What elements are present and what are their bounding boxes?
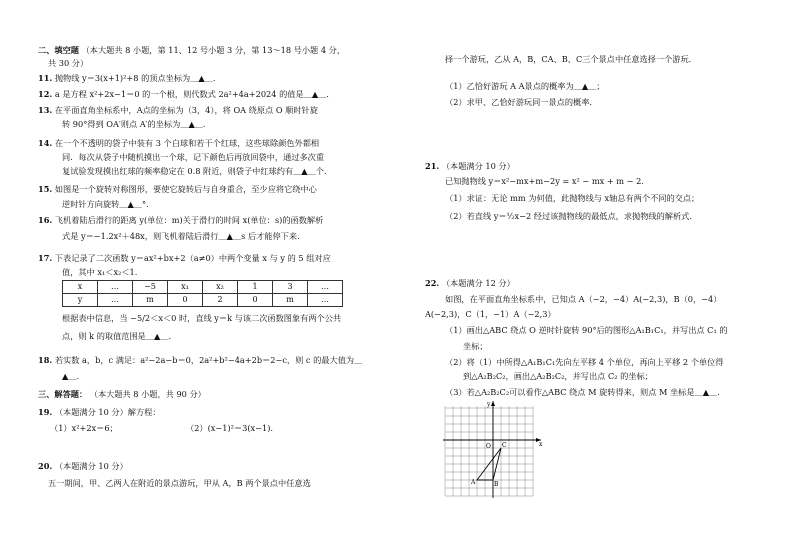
table-row — [63, 294, 343, 307]
y-axis-arrow — [491, 401, 495, 406]
question-19-part1: （1）x²+2x＝6； — [50, 423, 118, 433]
table-cell: 3 — [273, 281, 308, 294]
question-number: 19. — [38, 407, 53, 417]
question-text: 如图是一个旋转对称图形，要使它旋转后与自身重合，至少应将它绕中心 — [54, 184, 317, 194]
table-cell: … — [98, 294, 133, 307]
question-22-text-cont: A(−2,3)，C（1，−1）A（−2,3） — [425, 309, 556, 319]
question-15-cont: 逆时针方向旋转＿▲＿°. — [62, 199, 149, 209]
section-2-header — [38, 44, 345, 56]
question-text: 下表记录了二次函数 y＝ax²+bx+2（a≠0）中两个变量 x 与 y 的 5 组对应 — [54, 253, 331, 263]
table-row — [63, 281, 343, 294]
table-cell: 0 — [238, 294, 273, 307]
question-text: 在平面直角坐标系中，A点的坐标为（3，4），将 OA 绕原点 O 顺时针旋 — [54, 105, 318, 115]
section-3-header — [38, 388, 206, 400]
question-20-part2: （2）求甲、乙恰好游玩同一景点的概率. — [445, 97, 592, 107]
question-12 — [38, 88, 329, 100]
value-table — [62, 280, 343, 307]
table-cell: 2 — [203, 294, 238, 307]
question-number: 17. — [38, 253, 53, 263]
table-cell: … — [308, 281, 343, 294]
question-22-part3: （3）若△A₂B₂C₂可以看作△ABC 绕点 M 旋转得来，则点 M 坐标是＿▲＿. — [445, 387, 720, 397]
question-17-cont: 点，则 k 的取值范围是＿▲＿. — [62, 331, 172, 341]
question-number: 22. — [425, 278, 440, 288]
section-2-title: 二、填空题 — [38, 45, 79, 55]
question-13 — [38, 104, 318, 116]
table-cell: … — [308, 294, 343, 307]
question-number: 13. — [38, 105, 53, 115]
question-number: 14. — [38, 138, 53, 148]
point-c-label: C — [502, 442, 507, 449]
table-cell: −5 — [133, 281, 168, 294]
question-17-cont: 值，其中 x₁＜x₂＜1. — [62, 267, 138, 277]
question-22-part1-cont: 坐标； — [463, 341, 488, 351]
question-text: （本题满分 10 分）解方程： — [54, 407, 161, 417]
coordinate-grid-figure — [441, 400, 545, 500]
question-20-text: 五一期间，甲、乙两人在附近的景点游玩，甲从 A，B 两个景点中任意选 — [48, 478, 311, 488]
question-text: 抛物线 y＝3(x+1)²+8 的顶点坐标为＿▲＿. — [54, 73, 216, 83]
origin-label: O — [486, 443, 491, 450]
question-15 — [38, 183, 317, 195]
question-20-cont: 择一个游玩，乙从 A，B，CA、B、C三个景点中任意选择一个游玩. — [445, 54, 692, 64]
table-cell: x₂ — [203, 281, 238, 294]
point-b-label: B — [494, 481, 499, 488]
question-number: 11. — [38, 73, 53, 83]
question-22-part2-cont: 到△A₂B₂C₂，画出△A₂B₂C₂，并写出点 C₂ 的坐标； — [463, 371, 653, 381]
question-22 — [425, 277, 515, 289]
table-cell: x — [63, 281, 98, 294]
table-cell: 1 — [238, 281, 273, 294]
question-number: 15. — [38, 184, 53, 194]
section-3-title: 三、解答题： — [38, 389, 88, 399]
question-19 — [38, 406, 161, 418]
question-text: （本题满分 10 分） — [54, 461, 128, 471]
question-19-part2: （2）(x−1)²＝3(x−1). — [186, 423, 274, 433]
table-cell: 0 — [168, 294, 203, 307]
question-21-part1: （1）求证：无论 mm 为何值，此抛物线与 x轴总有两个不同的交点； — [445, 193, 700, 203]
section-2-desc-cont: 共 30 分） — [48, 58, 89, 68]
question-21-text: 已知抛物线 y＝x²−mx+m−2y = x² − mx + m − 2. — [445, 176, 644, 186]
question-14 — [38, 137, 319, 149]
question-number: 12. — [38, 89, 53, 99]
question-text: 飞机着陆后滑行的距离 y(单位：m)关于滑行的时间 x(单位：s)的函数解析 — [54, 215, 324, 225]
question-20-part1: （1）乙恰好游玩 A A景点的概率为＿▲＿； — [445, 81, 605, 91]
question-20 — [38, 460, 128, 472]
question-text: 在一个不透明的袋子中装有 3 个白球和若干个红球，这些球除颜色外都相 — [54, 138, 320, 148]
table-cell: m — [273, 294, 308, 307]
question-17-cont: 根据表中信息，当 −5/2＜x＜0 时，直线 y＝k 与该二次函数图象有两个公共 — [62, 313, 342, 323]
question-number: 21. — [425, 161, 440, 171]
grid-lines — [445, 406, 533, 496]
question-17 — [38, 252, 331, 264]
question-14-cont: 同．每次从袋子中随机摸出一个球，记下颜色后再放回袋中，通过多次重 — [62, 152, 325, 162]
question-13-cont: 转 90°得到 OA′则点 A′的坐标为＿▲＿. — [62, 119, 206, 129]
question-text: （本题满分 12 分） — [441, 278, 515, 288]
question-21 — [425, 160, 515, 172]
table-cell: x₁ — [168, 281, 203, 294]
question-18-cont: ▲＿. — [62, 371, 80, 381]
question-21-part2: （2）若直线 y＝½x−2 经过该抛物线的最低点，求抛物线的解析式. — [445, 211, 692, 221]
question-number: 16. — [38, 215, 53, 225]
x-axis-label: x — [539, 441, 543, 448]
question-number: 18. — [38, 355, 53, 365]
question-22-part2: （2）将（1）中所得△A₁B₁C₁先向左平移 4 个单位，再向上平移 2 个单位得 — [445, 357, 724, 367]
question-text: （本题满分 10 分） — [441, 161, 515, 171]
question-16-cont: 式是 y＝−1.2x²＋48x，则飞机着陆后滑行＿▲＿s 后才能停下来. — [62, 231, 300, 241]
question-14-cont: 复试验发现摸出红球的频率稳定在 0.8 附近，则袋子中红球约有＿▲＿个. — [62, 166, 327, 176]
y-axis-label: y — [487, 401, 491, 408]
question-22-part1: （1）画出△ABC 绕点 O 逆时针旋转 90°后的图形△A₁B₁C₁，并写出点 C₁ 的 — [445, 325, 728, 335]
table-cell: y — [63, 294, 98, 307]
question-22-text: 如图，在平面直角坐标系中，已知点 A（−2，−4）A(−2,3)，B（0，−4） — [445, 294, 722, 304]
question-18 — [38, 354, 362, 366]
question-number: 20. — [38, 461, 53, 471]
section-2-desc: （本大题共 8 小题，第 11、12 号小题 3 分，第 13～18 号小题 4 分， — [81, 45, 346, 55]
question-11 — [38, 72, 215, 84]
section-3-desc: （本大题共 8 小题，共 90 分） — [89, 389, 206, 399]
question-text: a 是方程 x²+2x−1＝0 的一个根，则代数式 2a²+4a+2024 的值是＿▲＿. — [54, 89, 329, 99]
point-a-label: A — [471, 479, 476, 486]
table-cell: … — [98, 281, 133, 294]
question-text: 若实数 a，b，c 满足：a²−2a−b＝0，2a²+b²−4a+2b＝2−c，则 c 的最大值为＿ — [54, 355, 363, 365]
table-cell: m — [133, 294, 168, 307]
question-16 — [38, 214, 323, 226]
